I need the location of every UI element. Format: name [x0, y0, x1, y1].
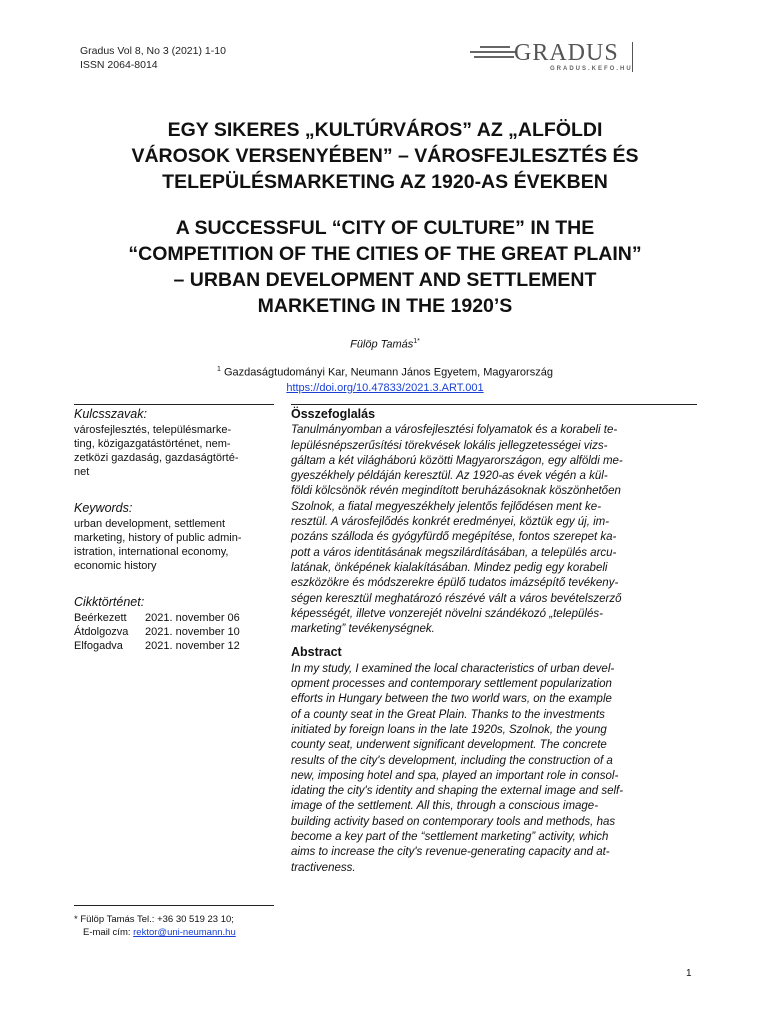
abstract-line: eszközökre és módszerekre épülő tudatos imázsépítő tevékeny- — [291, 577, 619, 590]
abstract-line: In my study, I examined the local characteristics of urban devel- — [291, 662, 615, 675]
title-line: “COMPETITION OF THE CITIES OF THE GREAT PLAIN” — [128, 243, 642, 265]
abstract-line: efforts in Hungary between the two world wars, on the example — [291, 693, 612, 706]
journal-volume: Gradus Vol 8, No 3 (2021) 1-10 — [80, 45, 226, 57]
keyword-line: economic history — [74, 560, 157, 572]
abstract-line: tractiveness. — [291, 861, 356, 874]
abstract-line: opment processes and contemporary settlement popularization — [291, 678, 612, 691]
abstract-line: gyeszékhely példáján keresztül. Az 1920-as évek végén a kül- — [291, 470, 608, 483]
footnote-contact: * Fülöp Tamás Tel.: +36 30 519 23 10; — [74, 914, 234, 925]
title-line: VÁROSOK VERSENYÉBEN” – VÁROSFEJLESZTÉS ÉS — [131, 145, 639, 167]
logo-wordmark: GRADUS — [514, 40, 619, 66]
abstract-line: pozáns szálloda és gyógyfürdő megépítése, fontos szerepet ka- — [291, 531, 617, 544]
abstract-line: results of the city's development, including the construction of a — [291, 754, 613, 767]
abstract-line: aims to increase the city's revenue-generating capacity and at- — [291, 846, 610, 859]
abstract-line: county seat, underwent significant development. The concrete — [291, 739, 607, 752]
abstract-line: ségen keresztül meghatározó részévé vált a város bevételszerző — [291, 592, 622, 605]
history-label: Átdolgozva — [74, 626, 129, 638]
author-line — [0, 338, 770, 351]
page-number: 1 — [686, 968, 692, 979]
logo-stripes-icon — [470, 46, 518, 66]
abstract-line: képességét, illetve vonzerejét növelni szándékozó „település- — [291, 607, 603, 620]
abstract-line: földi kölcsönök révén megindított beruházásoknak köszönhetően — [291, 485, 621, 498]
abstract-line: resztül. A városfejlődés konkrét eredményei, köztük egy új, im- — [291, 516, 610, 529]
abstract-hu-body — [291, 423, 697, 637]
title-line: MARKETING IN THE 1920’S — [257, 295, 513, 317]
history-row — [74, 639, 274, 653]
title-line: TELEPÜLÉSMARKETING AZ 1920-AS ÉVEKBEN — [162, 171, 608, 193]
gradus-logo — [470, 40, 645, 76]
abstract-divider — [291, 404, 697, 405]
history-date: 2021. november 10 — [145, 626, 240, 638]
abstract-line: gáltam a két világháború közötti Magyarországon, egy alföldi me- — [291, 454, 623, 467]
abstract-column — [291, 404, 697, 876]
history-list — [74, 611, 274, 653]
abstract-line: of a county seat in the Great Plain. Thanks to the investments — [291, 708, 605, 721]
footnote-email-label: E-mail cím: — [83, 927, 134, 938]
abstract-line: marketing” tevékenységnek. — [291, 623, 435, 636]
abstract-en-heading: Abstract — [291, 645, 342, 660]
abstract-line: latának, önképének kialakításában. Mindez pedig egy korabeli — [291, 561, 608, 574]
history-heading: Cikktörténet: — [74, 595, 145, 609]
keyword-line: marketing, history of public admin- — [74, 532, 242, 544]
abstract-line: lepülésnépszerűsítési törekvések lokális jellegzetességei vizs- — [291, 439, 608, 452]
keyword-line: istration, international economy, — [74, 546, 229, 558]
footnote-divider — [74, 905, 274, 906]
history-row — [74, 625, 274, 639]
history-label: Beérkezett — [74, 612, 127, 624]
keywords-list — [74, 517, 274, 573]
abstract-line: idating the city's identity and shaping the external image and self- — [291, 785, 624, 798]
abstract-hu-heading: Összefoglalás — [291, 407, 376, 421]
abstract-line: Tanulmányomban a városfejlesztési folyamatok és a korabeli te- — [291, 424, 618, 437]
kulcsszavak-list — [74, 423, 274, 479]
history-date: 2021. november 12 — [145, 640, 240, 652]
abstract-line: building activity based on contemporary tools and methods, has — [291, 815, 616, 828]
affiliation-superscript: 1 — [217, 366, 221, 373]
affiliation-text: Gazdaságtudományi Kar, Neumann János Egyetem, Magyarország — [224, 366, 553, 379]
logo-url: GRADUS.KEFO.HU — [550, 66, 633, 72]
author-superscript: 1* — [413, 338, 420, 345]
keyword-line: városfejlesztés, településmarke- — [74, 424, 232, 436]
title-english — [60, 215, 710, 319]
keywords-heading: Keywords: — [74, 501, 133, 515]
affiliation — [0, 362, 770, 396]
kulcsszavak-heading: Kulcsszavak: — [74, 407, 147, 421]
doi-link[interactable]: https://doi.org/10.47833/2021.3.ART.001 — [286, 381, 484, 394]
abstract-line: pott a város identitásának megszilárdításában, a település arcu- — [291, 546, 617, 559]
abstract-line: become a key part of the “settlement marketing” activity, which — [291, 831, 609, 844]
keywords-sidebar — [74, 404, 274, 653]
journal-info — [80, 44, 226, 72]
keyword-line: urban development, settlement — [74, 518, 226, 530]
abstract-line: image of the settlement. All this, through a conscious image- — [291, 800, 599, 813]
sidebar-divider — [74, 404, 274, 405]
footnote — [74, 913, 236, 939]
abstract-en-body — [291, 662, 697, 876]
author-name: Fülöp Tamás — [350, 338, 414, 351]
keyword-line: ting, közigazgatástörténet, nem- — [74, 438, 231, 450]
abstract-line: new, imposing hotel and spa, played an important role in consol- — [291, 769, 619, 782]
title-hungarian — [60, 117, 710, 195]
title-line: A SUCCESSFUL “CITY OF CULTURE” IN THE — [175, 217, 595, 239]
history-date: 2021. november 06 — [145, 612, 240, 624]
footnote-email-link[interactable]: rektor@uni-neumann.hu — [133, 927, 236, 938]
history-label: Elfogadva — [74, 640, 123, 652]
history-row — [74, 611, 274, 625]
keyword-line: zetközi gazdaság, gazdaságtörté- — [74, 452, 239, 464]
keyword-line: net — [74, 466, 90, 478]
abstract-line: initiated by foreign loans in the late 1920s, Szolnok, the young — [291, 723, 607, 736]
abstract-line: Szolnok, a fiatal megyeszékhely jelentős fejlődésen ment ke- — [291, 500, 602, 513]
title-line: EGY SIKERES „KULTÚRVÁROS” AZ „ALFÖLDI — [167, 119, 603, 141]
title-line: – URBAN DEVELOPMENT AND SETTLEMENT — [173, 269, 597, 291]
journal-issn: ISSN 2064-8014 — [80, 59, 158, 71]
